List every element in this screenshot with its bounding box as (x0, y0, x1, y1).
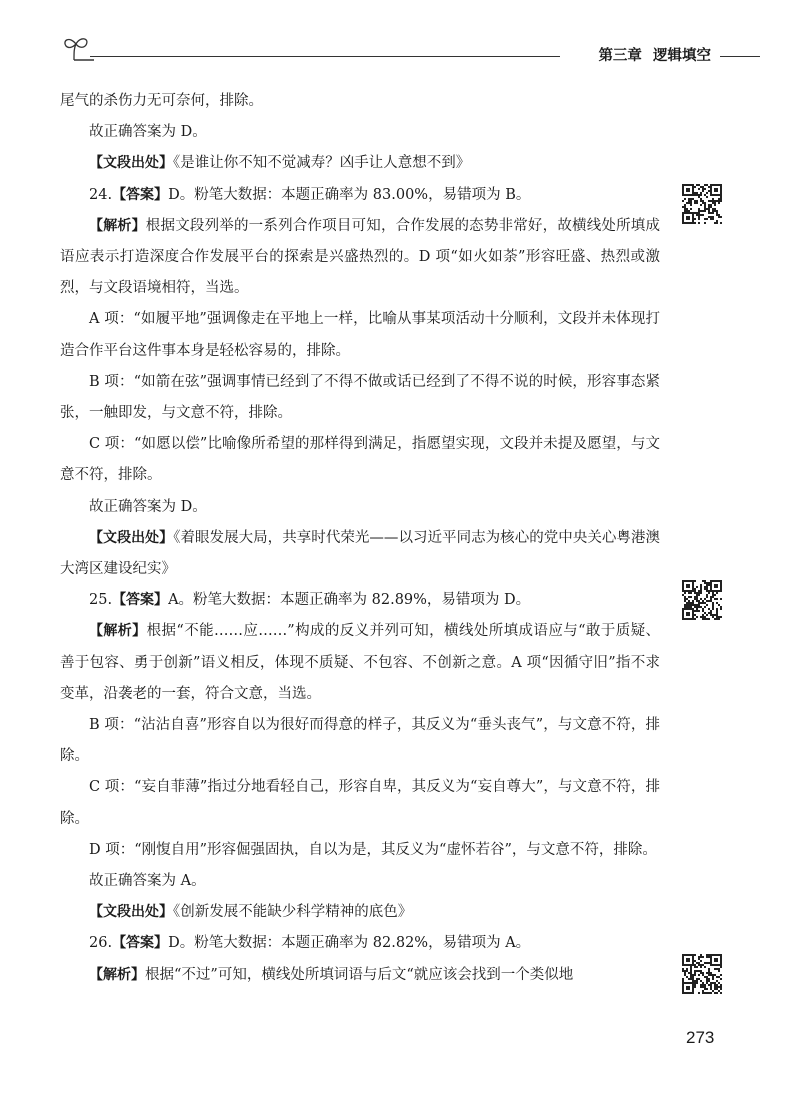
qr-code-icon[interactable] (682, 580, 722, 620)
chapter-title (595, 44, 714, 65)
question-number: 25. (89, 592, 113, 609)
source-tag: 【文段出处】 (89, 155, 173, 172)
answer-text: A。粉笔大数据：本题正确率为 82.89%，易错项为 D。 (168, 592, 531, 609)
chapter-name: 逻辑填空 (653, 48, 711, 64)
source-tag: 【文段出处】 (89, 904, 173, 921)
answer-tag: 【答案】 (112, 935, 169, 952)
analysis-tag: 【解析】 (89, 623, 147, 640)
page-header (60, 34, 760, 64)
answer-paragraph (60, 585, 660, 616)
paragraph: 故正确答案为 D。 (89, 498, 207, 515)
paragraph: 尾气的杀伤力无可奈何，排除。 (60, 93, 263, 109)
question-number: 24. (89, 186, 113, 203)
header-rule-right (720, 56, 760, 57)
source-paragraph (60, 523, 660, 585)
answer-tag: 【答案】 (112, 592, 169, 609)
qr-code-icon[interactable] (682, 184, 722, 224)
chapter-number: 第三章 (598, 48, 642, 64)
page-content (60, 86, 660, 991)
analysis-paragraph (60, 616, 660, 710)
paragraph: C 项：“妄自菲薄”指过分地看轻自己，形容自卑，其反义为“妄自尊大”，与文意不符，排除。 (60, 779, 660, 827)
analysis-paragraph (60, 211, 660, 305)
source-tag: 【文段出处】 (89, 529, 174, 546)
paragraph: B 项：“如箭在弦”强调事情已经到了不得不做或话已经到了不得不说的时候，形容事态紧张，一触即发，与文意不符，排除。 (60, 373, 660, 422)
analysis-tag: 【解析】 (89, 966, 145, 983)
analysis-tag: 【解析】 (89, 217, 146, 234)
analysis-text: 根据“不能……应……”构成的反义并列可知，横线处所填成语应与“敢于质疑、善于包容、勇于创新”语义相反，体现不质疑、不包容、不创新之意。A 项“因循守旧”指不求变革，沿袭老的一套，符合文意，当选。 (60, 623, 660, 702)
analysis-paragraph (60, 960, 660, 991)
paragraph: D 项：“刚愎自用”形容倔强固执，自以为是，其反义为“虚怀若谷”，与文意不符，排除。 (89, 841, 657, 858)
source-text: 《创新发展不能缺少科学精神的底色》 (173, 904, 413, 921)
qr-code-icon[interactable] (682, 954, 722, 994)
paragraph: C 项：“如愿以偿”比喻像所希望的那样得到满足，指愿望实现，文段并未提及愿望，与文意不符，排除。 (60, 436, 660, 484)
source-paragraph (60, 148, 660, 179)
answer-tag: 【答案】 (112, 186, 169, 203)
header-rule-left (90, 56, 560, 57)
analysis-text: 根据文段列举的一系列合作项目可知，合作发展的态势非常好，故横线处所填成语应表示打造深度合作发展平台的探索是兴盛热烈的。D 项“如火如荼”形容旺盛、热烈或激烈，与文段语境相符，当选。 (60, 217, 661, 297)
source-text: 《是谁让你不知不觉减寿？凶手让人意想不到》 (173, 155, 471, 172)
question-number: 26. (89, 935, 113, 952)
analysis-text: 根据“不过”可知，横线处所填词语与后文“就应该会找到一个类似地 (145, 966, 574, 983)
sprout-icon (60, 34, 94, 64)
source-paragraph (60, 897, 660, 928)
paragraph: 故正确答案为 D。 (89, 124, 207, 141)
page-number: 273 (686, 1028, 715, 1047)
paragraph: 故正确答案为 A。 (89, 873, 206, 890)
answer-text: D。粉笔大数据：本题正确率为 83.00%，易错项为 B。 (168, 186, 531, 203)
paragraph: A 项：“如履平地”强调像走在平地上一样，比喻从事某项活动十分顺利，文段并未体现打造合作平台这件事本身是轻松容易的，排除。 (60, 311, 660, 359)
source-text: 《着眼发展大局，共享时代荣光——以习近平同志为核心的党中央关心粤港澳大湾区建设纪实》 (60, 529, 661, 578)
answer-paragraph (60, 180, 660, 211)
paragraph: B 项：“沾沾自喜”形容自以为很好而得意的样子，其反义为“垂头丧气”，与文意不符，排除。 (60, 717, 660, 765)
answer-text: D。粉笔大数据：本题正确率为 82.82%，易错项为 A。 (168, 935, 531, 952)
answer-paragraph (60, 928, 660, 959)
